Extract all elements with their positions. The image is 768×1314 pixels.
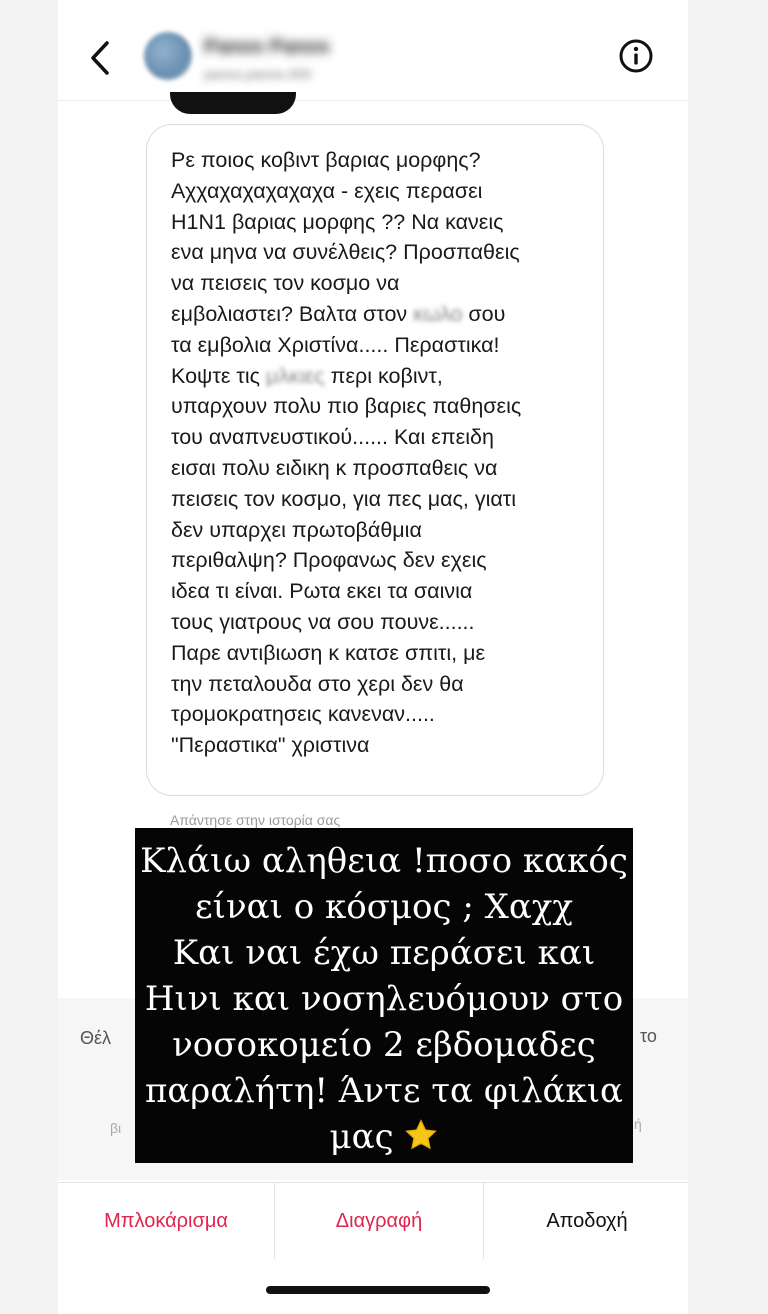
message-line: τα εμβολια Χριστίνα..... Περαστικα!	[171, 332, 500, 357]
message-line: ιδεα τι είναι. Ρωτα εκει τα σαινια	[171, 579, 473, 604]
accept-button[interactable]: Αποδοχή	[546, 1209, 628, 1232]
message-line-part: σου	[468, 301, 506, 326]
message-line: τους γιατρους να σου πουνε......	[171, 609, 475, 634]
message-line-part: Κοψτε τις	[171, 363, 261, 388]
censored-word: μλκιες	[266, 363, 325, 388]
story-reply-note: Απάντησε στην ιστορία σας	[170, 812, 341, 828]
message-line: δεν υπαρχει πρωτοβάθμια	[171, 517, 422, 542]
message-line-part: περι κοβιντ,	[330, 363, 443, 388]
message-line	[171, 299, 591, 330]
message-line: H1N1 βαριας μορφης ?? Να κανεις	[171, 209, 504, 234]
screenshot-frame-left	[0, 0, 58, 1314]
screenshot-frame-right	[688, 0, 768, 1314]
request-subtext-right: ή	[634, 1116, 642, 1132]
request-subtext-left: βι	[110, 1120, 122, 1136]
caption-line: μας	[329, 1117, 394, 1157]
request-prompt-left: Θέλ	[80, 1028, 112, 1048]
message-line	[171, 361, 591, 392]
caption-line: είναι ο κόσμος ; Χαχχ	[195, 887, 573, 927]
request-prompt-right: το	[640, 1026, 657, 1046]
avatar[interactable]	[144, 32, 192, 80]
username[interactable]: Panos Panos	[204, 36, 330, 58]
previous-message-bubble	[170, 92, 296, 114]
caption-line: Κλάιω αληθεια !ποσο κακός	[140, 841, 628, 881]
message-bubble[interactable]	[146, 124, 604, 796]
message-line: του αναπνευστικού...... Και επειδη	[171, 425, 494, 450]
info-icon	[618, 38, 654, 74]
message-line: εισαι πολυ ειδικη κ προσπαθεις να	[171, 455, 498, 480]
message-line: Ρε ποιος κοβιντ βαριας μορφης?	[171, 148, 481, 172]
message-line: περιθαλψη? Προφανως δεν εχεις	[171, 548, 487, 573]
block-button[interactable]: Μπλοκάρισμα	[58, 1183, 275, 1259]
story-caption-text	[135, 838, 633, 1160]
delete-button[interactable]: Διαγραφή	[275, 1183, 484, 1259]
message-line: ενα μηνα να συνέλθεις? Προσπαθεις	[171, 240, 520, 265]
message-line: την πεταλουδα στο χερι δεν θα	[171, 671, 464, 696]
message-line: πεισεις τον κοσμο, για πες μας, γιατι	[171, 486, 517, 511]
message-line-part: εμβολιαστει? Βαλτα στον	[171, 301, 408, 326]
caption-line: Ηινι και νοσηλευόμουν στο	[144, 979, 624, 1019]
message-line: Αχχαχαχαχαχαχα - εχεις περασει	[171, 178, 483, 203]
back-button[interactable]	[84, 38, 116, 78]
chevron-left-icon	[89, 40, 111, 76]
message-text	[171, 145, 591, 761]
censored-word: κωλο	[413, 301, 463, 326]
message-line: Παρε αντιβιωση κ κατσε σπιτι, με	[171, 640, 486, 665]
message-line: υπαρχουν πολυ πιο βαριες παθησεις	[171, 394, 522, 419]
star-icon	[404, 1118, 438, 1152]
caption-line: Και ναι έχω περάσει και	[172, 933, 596, 973]
request-actions	[58, 1182, 688, 1259]
message-line: τρομοκρατησεις κανεναν.....	[171, 702, 435, 727]
info-button[interactable]	[618, 38, 654, 74]
message-line: να πεισεις τον κοσμο να	[171, 271, 400, 296]
user-handle: panos.panos.000	[204, 66, 312, 82]
message-line: "Περαστικα" χριστινα	[171, 733, 370, 758]
chat-header	[58, 0, 688, 101]
home-indicator[interactable]	[266, 1286, 490, 1294]
story-caption-overlay	[135, 828, 633, 1163]
caption-line-last	[135, 1114, 633, 1160]
caption-line: παραλήτη! Άντε τα φιλάκια	[144, 1071, 624, 1111]
caption-line: νοσοκομείο 2 εβδομαδες	[172, 1025, 596, 1065]
